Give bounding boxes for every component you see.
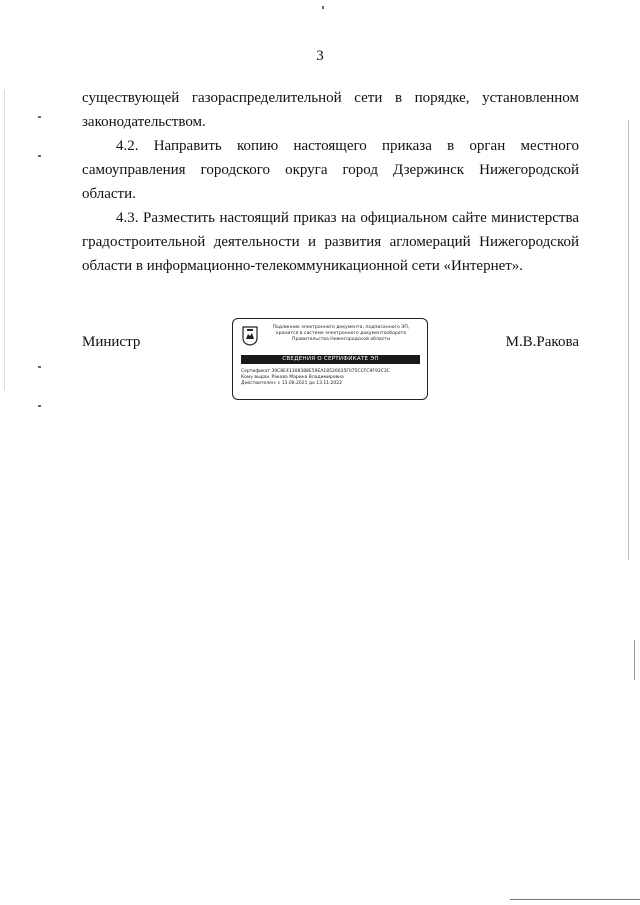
scan-mark xyxy=(38,116,41,118)
signer-name: М.В.Ракова xyxy=(505,334,579,350)
stamp-details xyxy=(241,369,423,388)
scan-mark xyxy=(634,640,635,680)
paragraph-continuation-line: существующей газораспределительной сети в порядке, установленном xyxy=(82,90,579,106)
scan-mark xyxy=(322,6,324,9)
validity-row xyxy=(241,381,423,387)
scan-mark xyxy=(628,120,629,560)
coat-of-arms-icon xyxy=(242,326,258,346)
stamp-notice-line: хранится в системе электронного документооборота xyxy=(275,331,407,336)
validity-value: с 13.08.2021 до 13.11.2022 xyxy=(277,381,342,387)
scan-mark xyxy=(4,90,5,390)
electronic-signature-stamp xyxy=(232,318,428,400)
validity-separator: : xyxy=(274,381,278,387)
scan-mark xyxy=(510,899,640,900)
scan-mark xyxy=(38,405,41,407)
stamp-notice-line: Правительства Нижегородской области xyxy=(292,337,390,342)
issued-to-label: Кому выдан xyxy=(241,375,270,381)
page-number: 3 xyxy=(316,48,324,64)
scan-mark xyxy=(38,155,41,157)
certificate-value: 39C8E41308388E59EA18520035F075CCFC9F92C3C xyxy=(271,369,390,374)
scan-mark xyxy=(38,366,41,368)
issued-to-value: Ракова Марина Владимировна xyxy=(271,375,344,381)
stamp-notice xyxy=(261,325,421,343)
certificate-label: Сертификат xyxy=(241,369,271,374)
stamp-notice-line: Подлинник электронного документа, подписанного ЭП, xyxy=(272,325,410,330)
stamp-header: СВЕДЕНИЯ О СЕРТИФИКАТЕ ЭП xyxy=(241,355,420,364)
document-body xyxy=(82,86,579,278)
validity-label: Действителен xyxy=(241,381,275,387)
paragraph-4-2: 4.2. Направить копию настоящего приказа в орган местного самоуправления городского округа город Дзержинск Нижегородской области. xyxy=(82,138,579,202)
paragraph-4-3: 4.3. Разместить настоящий приказ на официальном сайте министерства градостроительной деятельности и развития агломераций Нижегородской области в информационно-телекоммуникационной сети «Интернет». xyxy=(82,210,579,274)
paragraph-continuation-end: законодательством. xyxy=(82,114,206,130)
signer-role: Министр xyxy=(82,334,141,350)
